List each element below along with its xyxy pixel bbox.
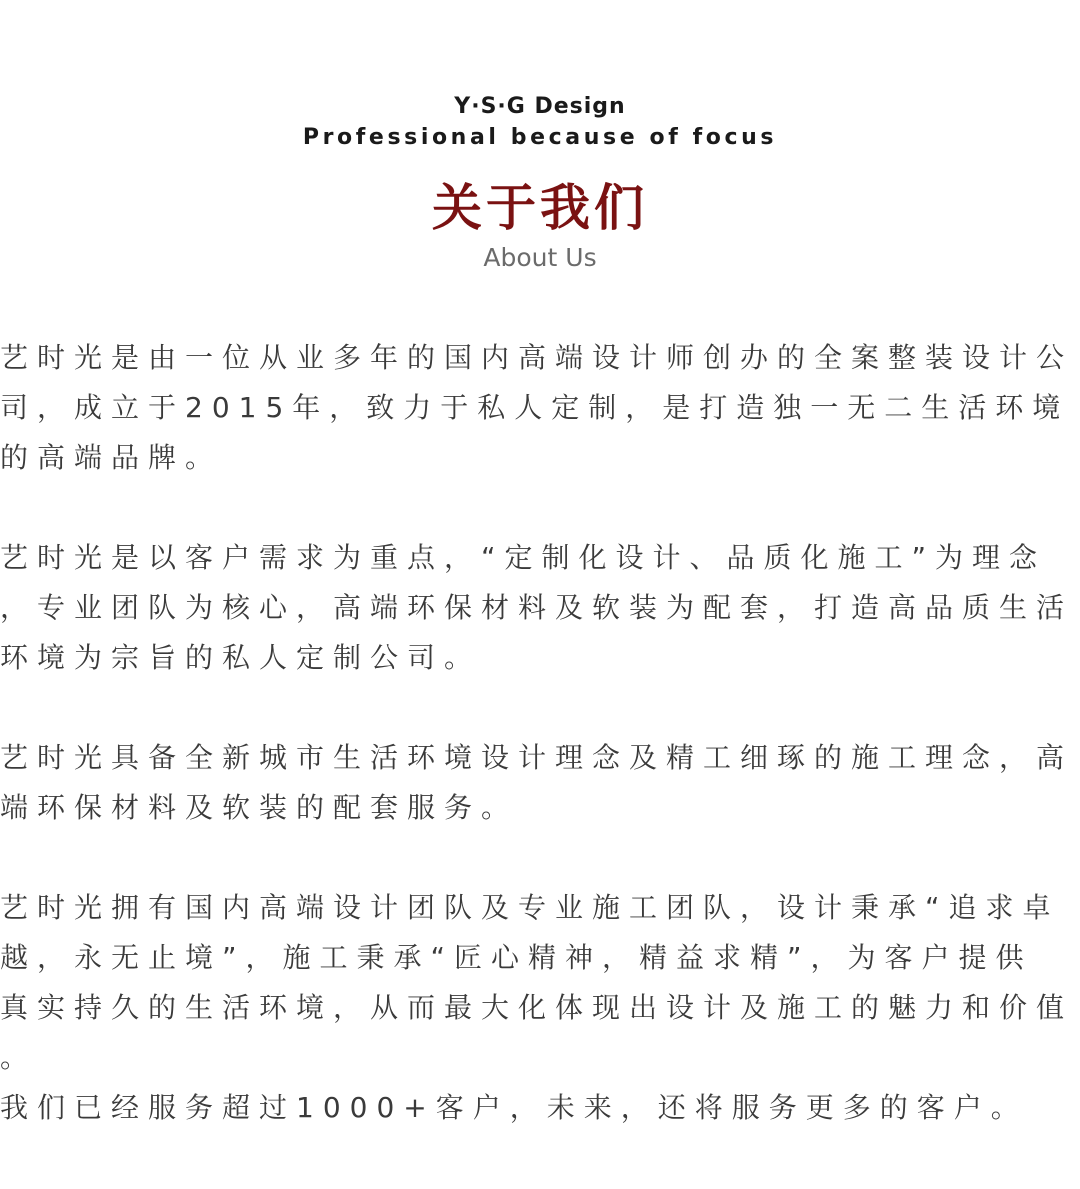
- text-line: 司，成立于2015年，致力于私人定制，是打造独一无二生活环境: [0, 391, 1070, 424]
- brand-name: Y·S·G Design: [454, 94, 626, 119]
- page-subtitle: About Us: [483, 243, 597, 272]
- text-line: 越，永无止境”，施工秉承“匠心精神，精益求精”，为客户提供: [0, 941, 1033, 974]
- text-line: 真实持久的生活环境，从而最大化体现出设计及施工的魅力和价值: [0, 991, 1074, 1024]
- text-line: 艺时光具备全新城市生活环境设计理念及精工细琢的施工理念，高: [0, 741, 1074, 774]
- text-line: 我们已经服务超过1000+客户，未来，还将服务更多的客户。: [0, 1091, 1028, 1124]
- about-body: [0, 333, 1080, 1133]
- paragraph-philosophy: [0, 533, 1080, 683]
- paragraph-team: [0, 883, 1080, 1133]
- tagline: Professional because of focus: [302, 125, 778, 150]
- text-line: 艺时光是以客户需求为重点，“定制化设计、品质化施工”为理念: [0, 541, 1047, 574]
- text-line: 艺时光拥有国内高端设计团队及专业施工团队，设计秉承“追求卓: [0, 891, 1060, 924]
- text-line: ，专业团队为核心，高端环保材料及软装为配套，打造高品质生活: [0, 591, 1074, 624]
- paragraph-capabilities: [0, 733, 1080, 833]
- text-line: 端环保材料及软装的配套服务。: [0, 791, 519, 824]
- text-line: 。: [0, 1041, 38, 1074]
- text-line: 艺时光是由一位从业多年的国内高端设计师创办的全案整装设计公: [0, 341, 1074, 374]
- paragraph-spacer: [0, 683, 1080, 733]
- paragraph-spacer: [0, 483, 1080, 533]
- paragraph-intro: [0, 333, 1080, 483]
- page-title: 关于我们: [432, 179, 648, 237]
- text-line: 的高端品牌。: [0, 441, 223, 474]
- paragraph-spacer: [0, 833, 1080, 883]
- text-line: 环境为宗旨的私人定制公司。: [0, 641, 482, 674]
